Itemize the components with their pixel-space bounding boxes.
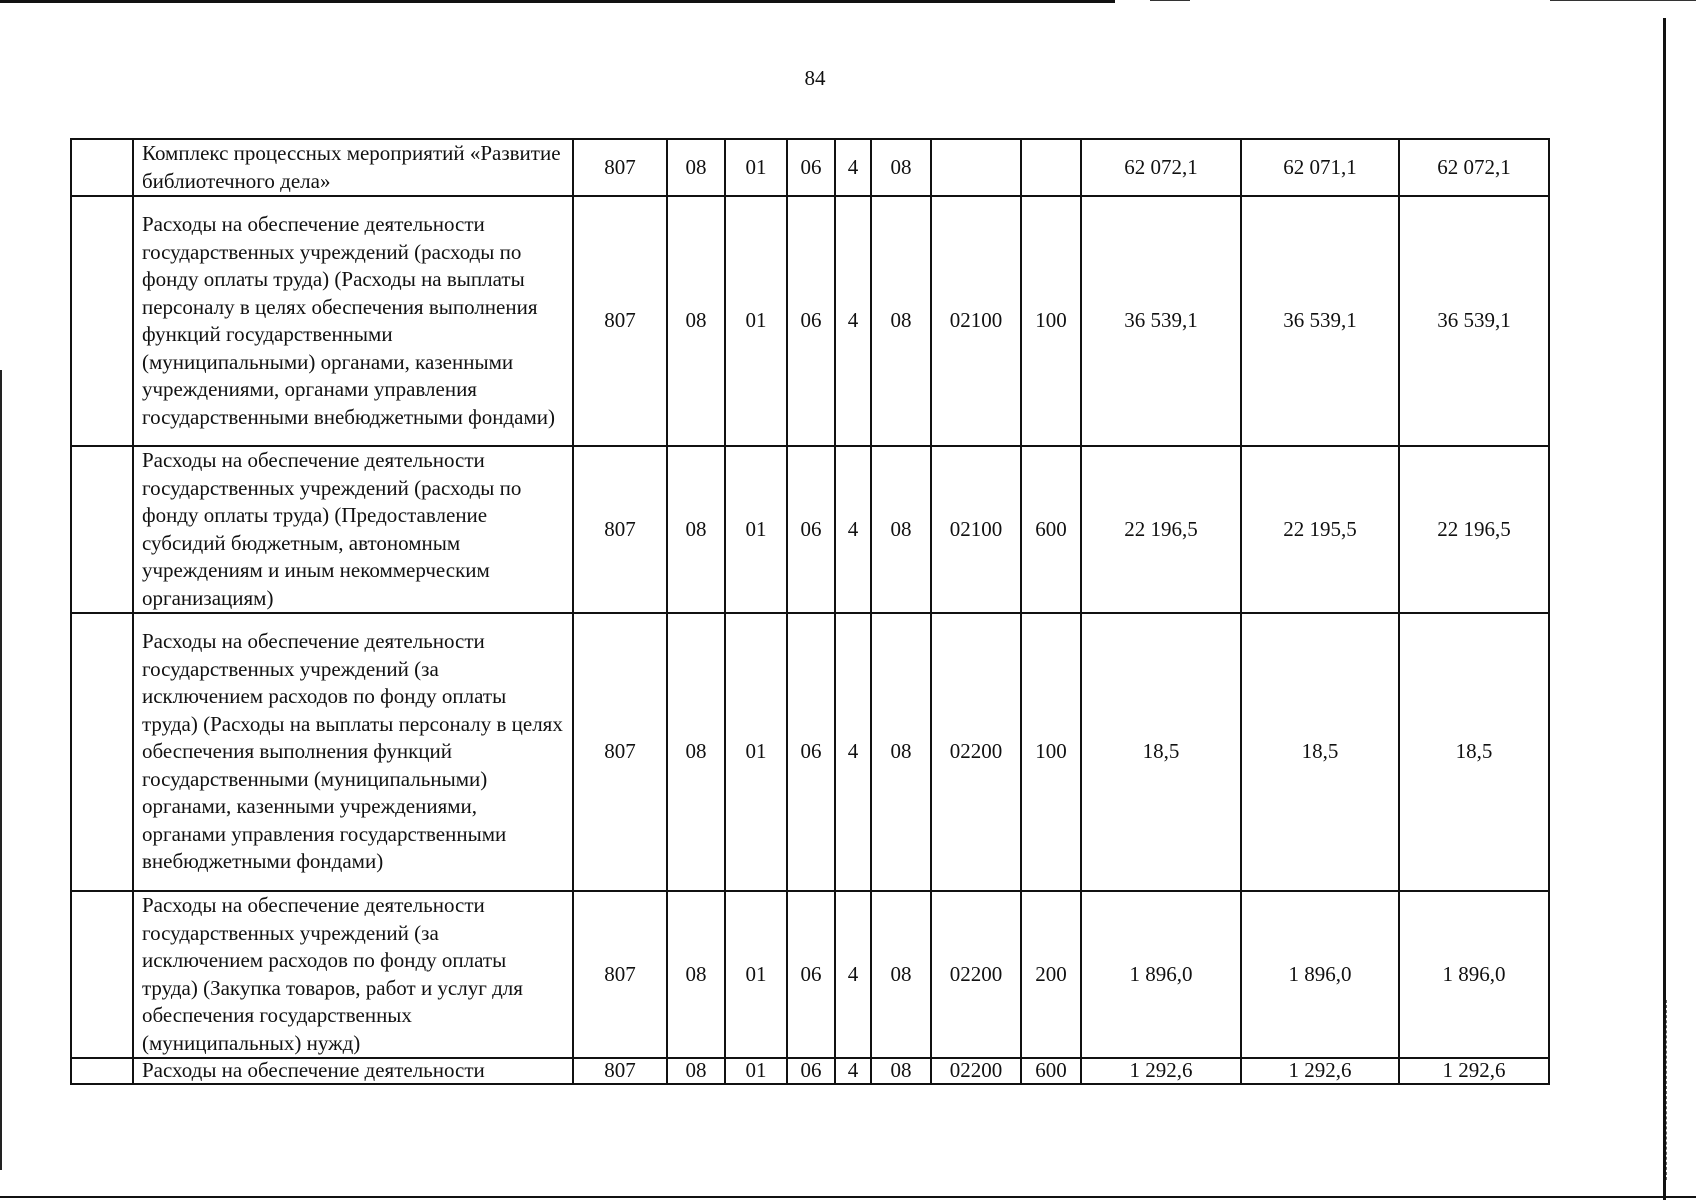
- amount-2026-cell: 62 072,1: [1399, 139, 1549, 196]
- grbs-cell: 807: [573, 1058, 667, 1084]
- grbs-cell: 807: [573, 446, 667, 613]
- program-cell: 06: [787, 446, 835, 613]
- amount-2024-cell: 18,5: [1081, 613, 1241, 891]
- subprogram-cell: 08: [871, 196, 931, 446]
- program-cell: 06: [787, 139, 835, 196]
- scan-border-bottom: [0, 1196, 1696, 1198]
- subprogram-cell: 08: [871, 139, 931, 196]
- amount-2026-cell: 36 539,1: [1399, 196, 1549, 446]
- type-cell: 4: [835, 446, 871, 613]
- type-cell: 4: [835, 196, 871, 446]
- subsection-cell: 01: [725, 196, 787, 446]
- section-cell: 08: [667, 446, 725, 613]
- type-cell: 4: [835, 139, 871, 196]
- program-cell: 06: [787, 613, 835, 891]
- direction-cell: 02100: [931, 446, 1021, 613]
- grbs-cell: 807: [573, 139, 667, 196]
- row-number-cell: [71, 1058, 133, 1084]
- subsection-cell: 01: [725, 613, 787, 891]
- section-cell: 08: [667, 891, 725, 1058]
- subprogram-cell: 08: [871, 891, 931, 1058]
- scan-border-top: [0, 0, 1115, 3]
- amount-2025-cell: 22 195,5: [1241, 446, 1399, 613]
- amount-2025-cell: 18,5: [1241, 613, 1399, 891]
- direction-cell: 02100: [931, 196, 1021, 446]
- description-cell: Расходы на обеспечение деятельности государственных учреждений (за исключением расходов по фонду оплаты труда) (Закупка товаров, работ и услуг для обеспечения государственных (муниципальных) нужд): [133, 891, 573, 1058]
- amount-2024-cell: 62 072,1: [1081, 139, 1241, 196]
- amount-2026-cell: 1 896,0: [1399, 891, 1549, 1058]
- section-cell: 08: [667, 1058, 725, 1084]
- type-cell: 4: [835, 1058, 871, 1084]
- direction-cell: 02200: [931, 891, 1021, 1058]
- program-cell: 06: [787, 891, 835, 1058]
- amount-2026-cell: 22 196,5: [1399, 446, 1549, 613]
- table-row: [71, 196, 1549, 446]
- table-row: [71, 446, 1549, 613]
- grbs-cell: 807: [573, 196, 667, 446]
- row-number-cell: [71, 446, 133, 613]
- row-number-cell: [71, 196, 133, 446]
- section-cell: 08: [667, 613, 725, 891]
- amount-2026-cell: 1 292,6: [1399, 1058, 1549, 1084]
- expense-type-cell: 200: [1021, 891, 1081, 1058]
- row-number-cell: [71, 139, 133, 196]
- subsection-cell: 01: [725, 446, 787, 613]
- type-cell: 4: [835, 891, 871, 1058]
- table-row: [71, 139, 1549, 196]
- scan-border-right-dashed: [1666, 1000, 1668, 1180]
- amount-2026-cell: 18,5: [1399, 613, 1549, 891]
- scan-border-top: [1150, 0, 1190, 1]
- expense-type-cell: [1021, 139, 1081, 196]
- subprogram-cell: 08: [871, 1058, 931, 1084]
- subsection-cell: 01: [725, 1058, 787, 1084]
- amount-2025-cell: 62 071,1: [1241, 139, 1399, 196]
- subprogram-cell: 08: [871, 613, 931, 891]
- amount-2024-cell: 1 896,0: [1081, 891, 1241, 1058]
- amount-2024-cell: 36 539,1: [1081, 196, 1241, 446]
- amount-2025-cell: 36 539,1: [1241, 196, 1399, 446]
- description-cell: Расходы на обеспечение деятельности государственных учреждений (расходы по фонду оплаты труда) (Предоставление субсидий бюджетным, автономным учреждениям и иным некоммерческим организациям): [133, 446, 573, 613]
- expense-type-cell: 100: [1021, 196, 1081, 446]
- grbs-cell: 807: [573, 613, 667, 891]
- program-cell: 06: [787, 196, 835, 446]
- description-cell: Комплекс процессных мероприятий «Развитие библиотечного дела»: [133, 139, 573, 196]
- grbs-cell: 807: [573, 891, 667, 1058]
- description-cell: Расходы на обеспечение деятельности: [133, 1058, 573, 1084]
- subsection-cell: 01: [725, 139, 787, 196]
- row-number-cell: [71, 613, 133, 891]
- table-row: [71, 1058, 1549, 1084]
- section-cell: 08: [667, 139, 725, 196]
- amount-2024-cell: 1 292,6: [1081, 1058, 1241, 1084]
- direction-cell: 02200: [931, 613, 1021, 891]
- page-number: 84: [804, 66, 826, 90]
- section-cell: 08: [667, 196, 725, 446]
- expense-type-cell: 600: [1021, 446, 1081, 613]
- budget-table: [70, 138, 1550, 1085]
- direction-cell: [931, 139, 1021, 196]
- description-cell: Расходы на обеспечение деятельности государственных учреждений (расходы по фонду оплаты труда) (Расходы на выплаты персоналу в целях обеспечения выполнения функций государственными (муниципальными) органами, казенными учреждениями, органами управления государственными внебюджетными фондами): [133, 196, 573, 446]
- amount-2025-cell: 1 292,6: [1241, 1058, 1399, 1084]
- row-number-cell: [71, 891, 133, 1058]
- direction-cell: 02200: [931, 1058, 1021, 1084]
- scan-border-top: [1550, 0, 1696, 1]
- table-row: [71, 891, 1549, 1058]
- amount-2025-cell: 1 896,0: [1241, 891, 1399, 1058]
- type-cell: 4: [835, 613, 871, 891]
- table-row: [71, 613, 1549, 891]
- subprogram-cell: 08: [871, 446, 931, 613]
- subsection-cell: 01: [725, 891, 787, 1058]
- description-cell: Расходы на обеспечение деятельности государственных учреждений (за исключением расходов по фонду оплаты труда) (Расходы на выплаты персоналу в целях обеспечения выполнения функций государственными (муниципальными) органами, казенными учреждениями, органами управления государственными внебюджетными фондами): [133, 613, 573, 891]
- scan-border-left: [0, 370, 2, 1170]
- expense-type-cell: 100: [1021, 613, 1081, 891]
- expense-type-cell: 600: [1021, 1058, 1081, 1084]
- program-cell: 06: [787, 1058, 835, 1084]
- amount-2024-cell: 22 196,5: [1081, 446, 1241, 613]
